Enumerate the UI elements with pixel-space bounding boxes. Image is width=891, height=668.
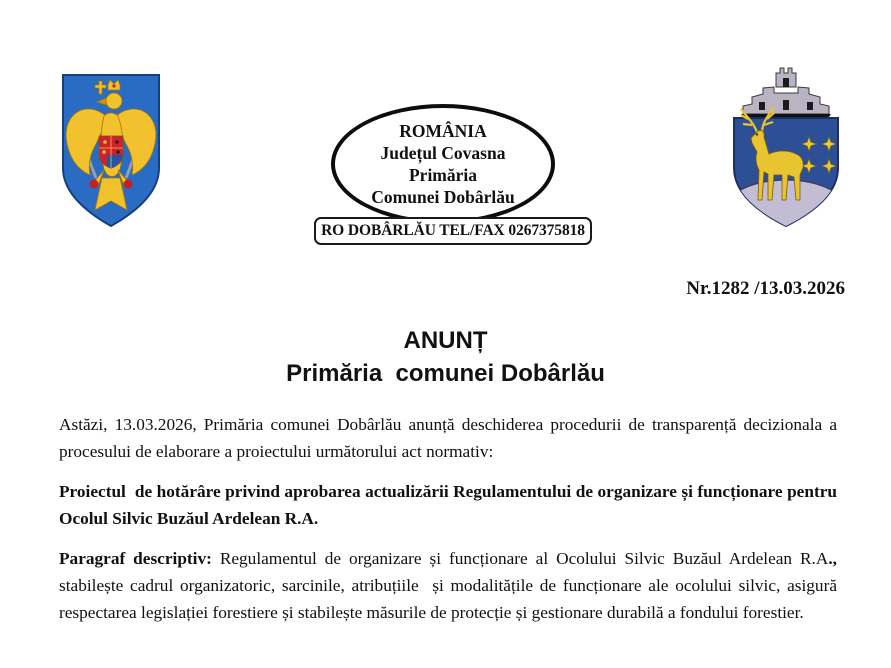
- stamp-line-commune: Comunei Dobârlău: [371, 187, 515, 207]
- title-block: [0, 324, 891, 390]
- descriptive-bold-punct: .,: [828, 549, 837, 568]
- official-oval-stamp: [331, 104, 555, 224]
- page-title: ANUNȚ: [403, 327, 488, 354]
- descriptive-paragraph: [59, 545, 842, 626]
- project-paragraph: Proiectul de hotărâre privind aprobarea actualizării Regulamentului de organizare și funcționare pentru Ocolul Silvic Buzăul Ardelean R.A.: [59, 482, 842, 528]
- ro-tassel-right: [124, 180, 133, 189]
- descriptive-label: Paragraf descriptiv:: [59, 549, 212, 568]
- stamp-line-county: Județul Covasna: [380, 143, 506, 163]
- stamp-line-cityhall: Primăria: [408, 165, 478, 185]
- db-stag-eye: [756, 133, 758, 135]
- db-crown-tower-door: [783, 78, 789, 87]
- descriptive-text-before: Regulamentul de organizare și funcționare al Ocolului Silvic Buzăul Ardelean R.A: [211, 549, 829, 568]
- intro-paragraph: Astăzi, 13.03.2026, Primăria comunei Dobârlău anunță deschiderea procedurii de transparență decizionala a procesului de elaborare a proiectului următorului act normativ:: [59, 415, 842, 461]
- ro-crown-jewel: [112, 84, 115, 87]
- reference-number: Nr.1282 /13.03.2026: [686, 278, 845, 299]
- romania-coat-of-arms: [58, 72, 164, 230]
- contact-box: RO DOBÂRLĂU TEL/FAX 0267375818: [314, 217, 592, 245]
- document-body: [59, 411, 842, 639]
- dobarlau-coat-of-arms: [726, 62, 846, 234]
- page-subtitle: Primăria comunei Dobârlău: [286, 360, 605, 387]
- ro-chest-shield: [99, 136, 123, 169]
- db-mural-crown: [741, 68, 831, 120]
- ro-eagle-head: [106, 93, 122, 109]
- ro-tassel-left: [90, 180, 99, 189]
- stamp-line-country: ROMÂNIA: [399, 121, 487, 141]
- descriptive-text-after: stabilește cadrul organizatoric, sarcinile, atribuțiile și modalitățile de funcționare ale ocolului silvic, asigură respectarea legislației forestiere și stabilește măsurile de protecție și gestionare durabilă a fondului forestier.: [59, 549, 842, 622]
